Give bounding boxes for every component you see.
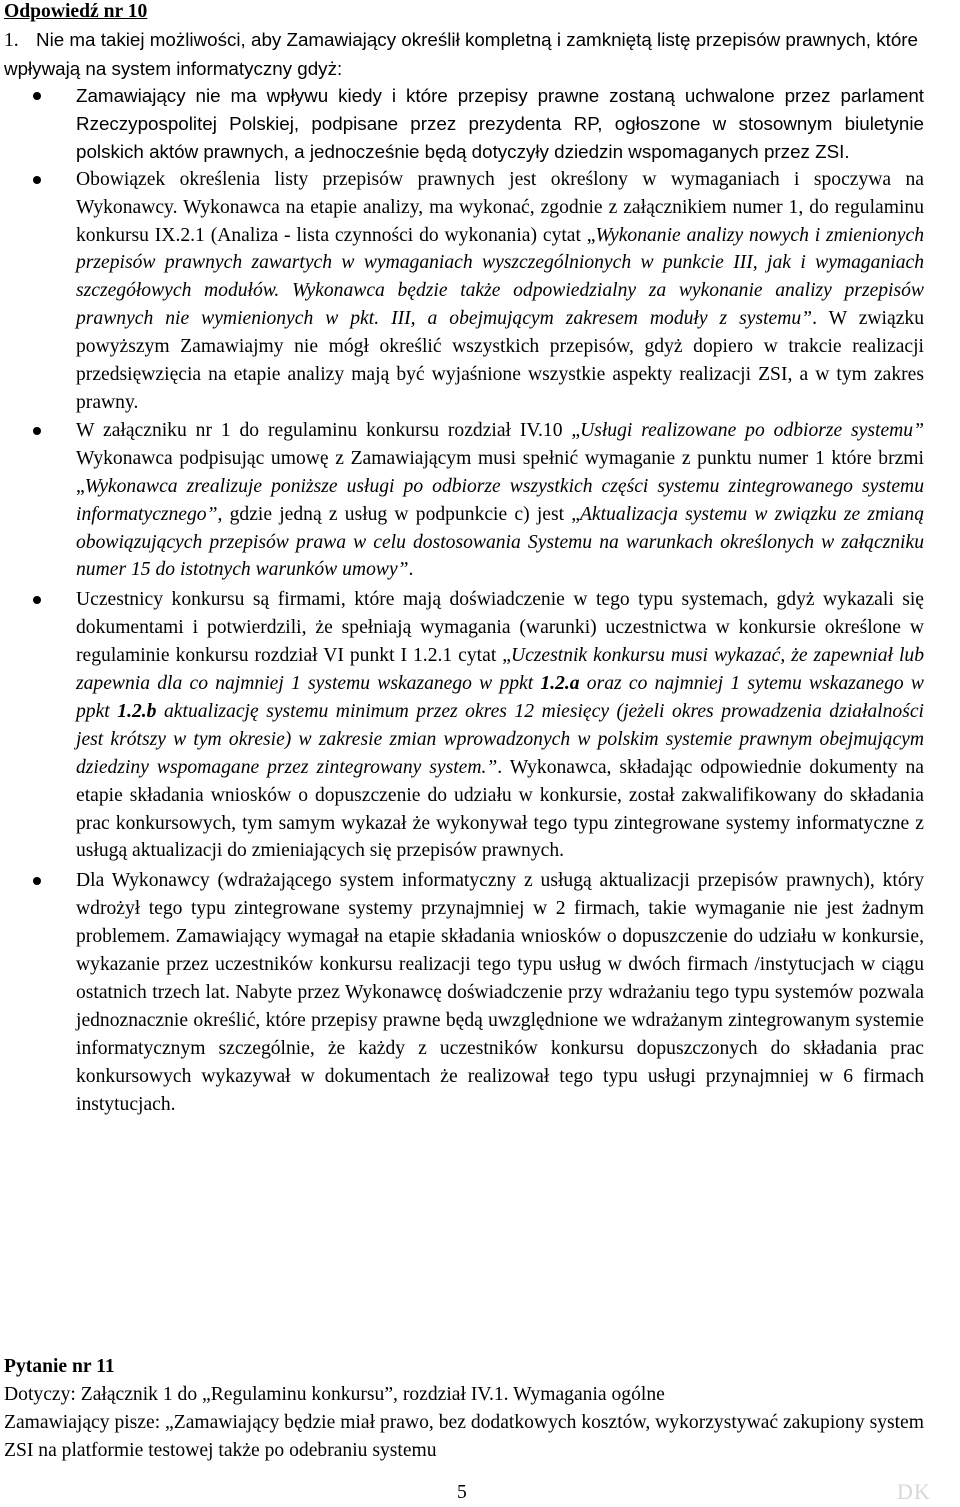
bullet-3-quote-2: Wykonawca zrealizuje poniższe usługi po odbiorze wszystkich części systemu zintegrowanego systemu informatycznego” xyxy=(76,475,924,525)
bullet-dot-icon xyxy=(33,92,41,100)
bullet-item-4 xyxy=(0,586,924,865)
answer-item-1 xyxy=(4,26,924,84)
bullet-3-quote-1: Usługi realizowane po odbiorze systemu” xyxy=(580,419,924,441)
bullet-dot-icon xyxy=(33,877,41,885)
bullet-4-quote-2: oraz co najmniej 1 sytemu wskazanego w ppkt xyxy=(76,673,924,722)
bullet-3-text-3: , gdzie jedną z usług w podpunkcie c) jest „ xyxy=(217,503,580,525)
question-11 xyxy=(4,1353,924,1465)
bullet-4-ref-1: 1.2.a xyxy=(540,673,580,695)
item-number: 1. xyxy=(4,30,19,51)
question-title: Pytanie nr 11 xyxy=(4,1356,115,1377)
bullet-list xyxy=(0,82,960,1119)
bullet-5-text: Dla Wykonawcy (wdrażającego system informatyczny z usługą aktualizacji przepisów prawnych), który wdrożył tego typu zintegrowane systemy przynajmniej w 2 firmach, takie wymaganie nie jest żadnym problemem. Zamawiający wymagał na etapie składania wniosków o dopuszczenie do udziału w konkursie, wykazanie przez uczestników konkursu realizacji tego typu usług w dwóch firmach /instytucjach w ciągu ostatnich trzech lat. Nabyte przez Wykonawcę doświadczenie przy wdrażaniu tego typu systemów pozwala jednoznacznie określić, które przepisy prawne będą uwzględnione we wdrażanym zintegrowanym systemie informatycznym szczególnie, że każdy z uczestników konkursu dopuszczonych do składania prac konkursowych wykazywał w dokumentach że realizował tego typu usługi przynajmniej w 6 firmach instytucjach. xyxy=(76,870,924,1115)
bullet-item-1 xyxy=(0,82,924,166)
question-reference: Dotyczy: Załącznik 1 do „Regulaminu konkursu”, rozdział IV.1. Wymagania ogólne xyxy=(4,1383,665,1405)
bullet-3-text: W załączniku nr 1 do regulaminu konkursu rozdział IV.10 „ xyxy=(76,419,581,441)
item-1-text: Nie ma takiej możliwości, aby Zamawiający określił kompletną i zamkniętą listę przepisów prawnych, które wpływają na system informatyczny gdyż: xyxy=(4,29,918,79)
bullet-4-text: Uczestnicy konkursu są firmami, które mają doświadczenie w tego typu systemach, gdyż wykazali się dokumentami i potwierdzili, że spełniają wymagania (warunki) uczestnictwa w konkursie określone w regulaminie konkursu rozdział VI punkt I 1.2.1 cytat „ xyxy=(76,589,924,667)
bullet-3-quote-3: Aktualizacja systemu w związku ze zmianą obowiązujących przepisów prawa w celu dostosowania Systemu na warunkach określonych w załączniku numer 15 do istotnych warunków umowy” xyxy=(76,503,924,581)
answer-heading: Odpowiedź nr 10 xyxy=(4,1,148,22)
bullet-item-3 xyxy=(0,417,924,584)
bullet-2-text-cont: . W związku powyższym Zamawiajmy nie mógł określić wszystkich przepisów, gdyż dopiero w trakcie realizacji przedsięwzięcia na etapie analizy mają być wyjaśnione wszystkie aspekty realizacji ZSI, a w tym zakres prawny. xyxy=(76,308,924,413)
bullet-4-quote-1: Uczestnik konkursu musi wykazać, że zapewniał lub zapewnia dla co najmniej 1 systemu wskazanego w ppkt xyxy=(76,645,925,695)
page-number: 5 xyxy=(457,1482,467,1503)
bullet-3-text-4: . xyxy=(408,559,414,581)
bullet-item-5 xyxy=(0,867,924,1118)
question-text: Zamawiający pisze: „Zamawiający będzie miał prawo, bez dodatkowych kosztów, wykorzystywać zakupiony system ZSI na platformie testowej także po odebraniu systemu xyxy=(4,1411,924,1461)
bullet-2-quote: Wykonanie analizy nowych i zmienionych przepisów prawnych zawartych w wymaganiach wyszczególnionych w punkcie III, jak i wymaganiach szczegółowych modułów. Wykonawca będzie także odpowiedzialny za wykonanie analizy przepisów prawnych nie wymienionych w pkt. III, a obejmującym zakresem moduły z systemu” xyxy=(76,224,924,330)
bullet-4-quote-3: aktualizację systemu minimum przez okres 12 miesięcy (jeżeli okres prowadzenia działalności jest krótszy w tym okresie) w zakresie zmian wprowadzonych w polskim systemie prawnym obejmującym dziedziny wspomagane przez zintegrowany system.” xyxy=(76,700,924,778)
bullet-4-ref-2: 1.2.b xyxy=(117,700,157,722)
bullet-dot-icon xyxy=(33,596,41,604)
bullet-4-text-2: . Wykonawca, składając odpowiednie dokumenty na etapie składania wniosków o dopuszczenie do udziału w konkursie, został zakwalifikowany do składania prac konkursowych, tym samym wykazał że wykonywał tego typu zintegrowane systemy informatyczne z usługą aktualizacji do zmieniających się przepisów prawnych. xyxy=(76,756,924,862)
watermark-logo: DK xyxy=(897,1479,931,1504)
bullet-3-text-2: Wykonawca podpisując umowę z Zamawiającym musi spełnić wymaganie z punktu numer 1 które brzmi „ xyxy=(76,447,924,497)
bullet-dot-icon xyxy=(33,176,41,184)
bullet-item-2 xyxy=(0,166,924,417)
bullet-dot-icon xyxy=(33,427,41,435)
bullet-1-text: Zamawiający nie ma wpływu kiedy i które przepisy prawne zostaną uchwalone przez parlament Rzeczypospolitej Polskiej, podpisane przez prezydenta RP, ogłoszone w stosownym biuletynie polskich aktów prawnych, a jednocześnie będą dotyczyły dziedzin wspomaganych przez ZSI. xyxy=(76,85,924,162)
bullet-2-text: Obowiązek określenia listy przepisów prawnych jest określony w wymaganiach i spoczywa na Wykonawcy. Wykonawca na etapie analizy, ma wykonać, zgodnie z załącznikiem numer 1, do regulaminu konkursu IX.2.1 (Analiza - lista czynności do wykonania) cytat „ xyxy=(76,168,924,246)
